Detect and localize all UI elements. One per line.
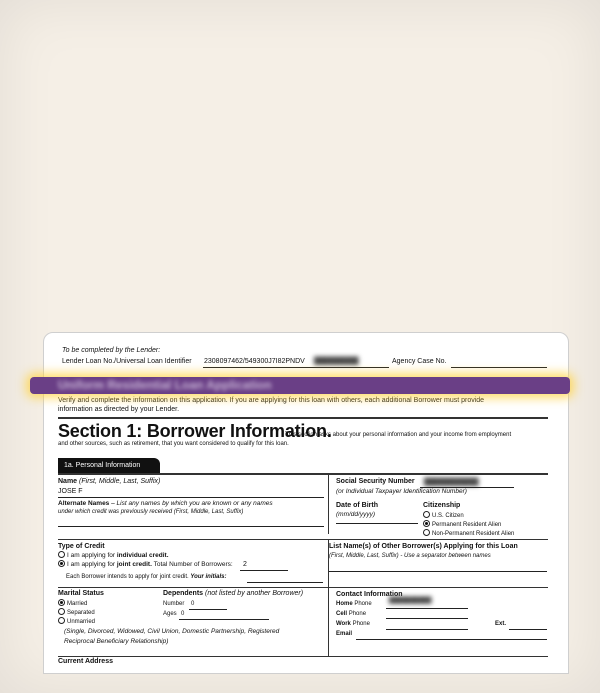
dob-hint: (mm/dd/yyyy) bbox=[336, 511, 375, 518]
other-borrowers-field[interactable] bbox=[329, 571, 547, 572]
credit-label: Type of Credit bbox=[58, 543, 105, 550]
form-title-highlight[interactable] bbox=[30, 377, 570, 394]
citizenship-label: Citizenship bbox=[423, 502, 461, 509]
home-phone-field[interactable] bbox=[386, 608, 468, 609]
marital-option-unmarried[interactable]: Unmarried bbox=[58, 618, 95, 625]
initials-label: Your initials: bbox=[190, 574, 227, 580]
loan-id-redacted: █████████ bbox=[314, 358, 359, 365]
loan-id-value[interactable]: 2308097462/549300J7I82PNDV bbox=[204, 358, 305, 365]
citizenship-option-nonpermanent[interactable]: Non-Permanent Resident Alien bbox=[423, 530, 514, 537]
tab-personal-information[interactable]: 1a. Personal Information bbox=[58, 458, 160, 473]
ssn-field[interactable] bbox=[420, 487, 514, 488]
marital-label: Marital Status bbox=[58, 590, 104, 597]
ext-field[interactable] bbox=[509, 629, 547, 630]
marital-note-line1: (Single, Divorced, Widowed, Civil Union, Domestic Partnership, Registered bbox=[64, 628, 280, 635]
credit-joint-option[interactable]: I am applying for joint credit. Total Number of Borrowers: bbox=[58, 561, 233, 568]
loan-id-label: Lender Loan No./Universal Loan Identifier bbox=[62, 358, 192, 365]
dob-field[interactable] bbox=[336, 523, 418, 524]
other-borrowers-hint: (First, Middle, Last, Suffix) - Use a separator between names bbox=[329, 553, 491, 559]
row-divider-1 bbox=[58, 539, 548, 540]
loan-id-underline bbox=[203, 367, 389, 368]
cell-phone-label: Cell Phone bbox=[336, 611, 367, 617]
radio-married[interactable] bbox=[58, 599, 65, 606]
ssn-hint: (or Individual Taxpayer Identification Number) bbox=[336, 488, 467, 495]
marital-note-line2: Reciprocal Beneficiary Relationship) bbox=[64, 638, 169, 645]
ext-label: Ext. bbox=[495, 621, 507, 627]
each-borrower-row: Each Borrower intends to apply for joint credit. Your initials: bbox=[66, 574, 227, 580]
alternate-names-field[interactable] bbox=[58, 526, 324, 527]
email-field[interactable] bbox=[356, 639, 547, 640]
name-label: Name bbox=[58, 478, 78, 485]
citizenship-option-permanent[interactable]: Permanent Resident Alien bbox=[423, 521, 501, 528]
dependents-ages-value[interactable]: 0 bbox=[181, 611, 185, 617]
section1-title: Section 1: Borrower Information. bbox=[58, 421, 332, 441]
radio-individual-credit[interactable] bbox=[58, 551, 65, 558]
tab-rule bbox=[58, 473, 548, 475]
email-label: Email bbox=[336, 631, 353, 637]
cell-phone-field[interactable] bbox=[386, 618, 468, 619]
contact-label: Contact Information bbox=[336, 591, 403, 598]
radio-permanent-resident[interactable] bbox=[423, 520, 430, 527]
column-divider-top bbox=[328, 474, 329, 534]
dependents-label: Dependents bbox=[163, 590, 204, 597]
work-phone-label: Work Phone bbox=[336, 621, 370, 627]
work-phone-field[interactable] bbox=[386, 629, 468, 630]
radio-us-citizen[interactable] bbox=[423, 511, 430, 518]
section-divider bbox=[58, 417, 548, 419]
marital-option-married[interactable]: Married bbox=[58, 600, 87, 607]
dependents-number-line bbox=[189, 609, 227, 610]
alternate-names-row bbox=[58, 500, 273, 507]
borrowers-count[interactable]: 2 bbox=[243, 561, 247, 568]
marital-option-separated[interactable]: Separated bbox=[58, 609, 95, 616]
other-borrowers-label: List Name(s) of Other Borrower(s) Applying for this Loan bbox=[329, 543, 518, 550]
section1-desc-line1: This section asks about your personal information and your income from employment bbox=[285, 432, 512, 438]
column-divider-bottom bbox=[328, 588, 329, 656]
row-divider-2 bbox=[58, 587, 548, 588]
name-value[interactable]: JOSE F bbox=[58, 488, 83, 495]
dob-label: Date of Birth bbox=[336, 502, 378, 509]
home-phone-redacted: ██████████ bbox=[389, 598, 432, 604]
initials-field[interactable] bbox=[247, 582, 323, 583]
radio-joint-credit[interactable] bbox=[58, 560, 65, 567]
dependents-number-value[interactable]: 0 bbox=[191, 601, 195, 607]
dependents-ages-line bbox=[179, 619, 269, 620]
row-divider-3 bbox=[58, 656, 548, 657]
name-label-row bbox=[58, 478, 160, 485]
current-address-label: Current Address bbox=[58, 658, 113, 665]
intro-text-line1: Verify and complete the information on this application. If you are applying for this loan with others, each additional Borrower must provide bbox=[58, 397, 485, 404]
form-title: Uniform Residential Loan Application bbox=[58, 378, 272, 392]
ssn-label: Social Security Number bbox=[336, 478, 415, 485]
dependents-hint: (not listed by another Borrower) bbox=[205, 590, 304, 597]
section1-desc-line2: and other sources, such as retirement, that you want considered to qualify for this loan. bbox=[58, 441, 289, 447]
home-phone-label: Home Phone bbox=[336, 601, 372, 607]
citizenship-option-us[interactable]: U.S. Citizen bbox=[423, 512, 464, 519]
radio-unmarried[interactable] bbox=[58, 617, 65, 624]
alternate-names-hint: – List any names by which you are known or any names bbox=[111, 500, 273, 507]
agency-case-field[interactable] bbox=[451, 367, 547, 368]
dependents-number-label: Number bbox=[163, 601, 185, 607]
radio-non-permanent-resident[interactable] bbox=[423, 529, 430, 536]
intro-text-line2: information as directed by your Lender. bbox=[58, 406, 180, 413]
ssn-redacted: ███████████ bbox=[424, 479, 479, 486]
name-field-line bbox=[58, 497, 324, 498]
borrowers-count-line bbox=[240, 570, 288, 571]
credit-individual-option[interactable]: I am applying for individual credit. bbox=[58, 552, 169, 559]
dependents-ages-label: Ages bbox=[163, 611, 177, 617]
alternate-names-hint-line2: under which credit was previously received (First, Middle, Last, Suffix) bbox=[58, 509, 244, 515]
radio-separated[interactable] bbox=[58, 608, 65, 615]
alternate-names-label: Alternate Names bbox=[58, 500, 110, 507]
lender-intro: To be completed by the Lender: bbox=[62, 347, 161, 354]
agency-case-label: Agency Case No. bbox=[392, 358, 447, 365]
dependents-row bbox=[163, 590, 303, 597]
name-hint: (First, Middle, Last, Suffix) bbox=[79, 478, 161, 485]
